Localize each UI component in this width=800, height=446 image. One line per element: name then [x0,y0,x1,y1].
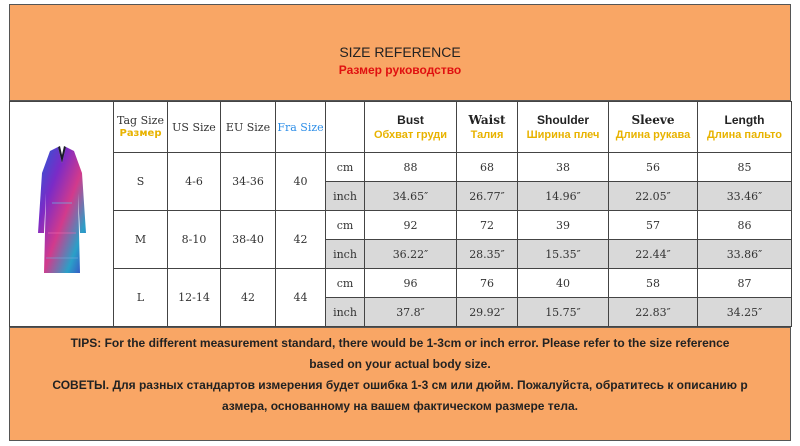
sleeve-cell: 22.83″ [609,298,698,327]
table-header-row [10,102,792,153]
length-cell: 33.46″ [698,182,792,211]
dress-product-image [32,133,92,293]
length-cell: 33.86″ [698,240,792,269]
fra-size-cell: 44 [276,269,326,327]
tag-size-cell: S [114,153,168,211]
length-cell: 85 [698,153,792,182]
unit-cell: cm [326,153,365,182]
bust-cell: 37.8″ [365,298,457,327]
col-unit [326,102,365,153]
page-title: SIZE REFERENCE [339,44,461,60]
col-bust [365,102,457,153]
us-size-cell: 12-14 [168,269,221,327]
col-waist-label-ru: Талия [470,128,504,141]
sleeve-cell: 58 [609,269,698,298]
length-cell: 86 [698,211,792,240]
size-chart-table [9,101,792,327]
col-us-size: US Size [168,102,221,153]
bust-cell: 92 [365,211,457,240]
col-waist-label: Waist [468,112,506,127]
sleeve-cell: 56 [609,153,698,182]
fra-size-cell: 40 [276,153,326,211]
sleeve-cell: 22.44″ [609,240,698,269]
col-shoulder-label: Shoulder [536,112,589,127]
tips-en-line-2: based on your actual body size. [309,357,491,371]
tips-en-line-1: TIPS: For the different measurement standard, there would be 1-3cm or inch error. Please refer to the size reference [70,336,730,350]
length-cell: 34.25″ [698,298,792,327]
col-fra-size-label: Fra Size [277,120,324,134]
eu-size-cell: 38-40 [221,211,276,269]
fra-size-cell: 42 [276,211,326,269]
col-shoulder [518,102,609,153]
waist-cell: 68 [457,153,518,182]
sleeve-cell: 22.05″ [609,182,698,211]
col-sleeve-label-ru: Длина рукава [615,128,691,141]
shoulder-cell: 14.96″ [518,182,609,211]
table-row [10,211,792,240]
bust-cell: 34.65″ [365,182,457,211]
col-sleeve-label: Sleeve [631,112,675,127]
col-length-label: Length [724,112,765,127]
us-size-cell: 4-6 [168,153,221,211]
eu-size-cell: 34-36 [221,153,276,211]
col-eu-size: EU Size [221,102,276,153]
tips-ru-line-1: СОВЕТЫ. Для разных стандартов измерения будет ошибка 1-3 см или дюйм. Пожалуйста, обратитесь к описанию р [52,378,748,392]
waist-cell: 76 [457,269,518,298]
waist-cell: 26.77″ [457,182,518,211]
product-photo-cell [10,102,114,327]
tips-banner [9,327,791,441]
bust-cell: 88 [365,153,457,182]
us-size-cell: 8-10 [168,211,221,269]
tag-size-cell: L [114,269,168,327]
col-tag-size-label: Tag Size [117,114,164,127]
shoulder-cell: 38 [518,153,609,182]
tag-size-cell: M [114,211,168,269]
col-length-label-ru: Длина пальто [707,128,782,141]
table-row [10,153,792,182]
col-length [698,102,792,153]
shoulder-cell: 15.35″ [518,240,609,269]
page-subtitle-ru: Размер руководство [338,63,462,77]
shoulder-cell: 15.75″ [518,298,609,327]
col-tag-size-label-ru: Размер [119,128,162,139]
shoulder-cell: 39 [518,211,609,240]
table-row [10,269,792,298]
col-tag-size [114,102,168,153]
size-reference-banner [9,4,791,101]
waist-cell: 28.35″ [457,240,518,269]
tips-ru-line-2: азмера, основанному на вашем фактическом размере тела. [221,399,578,413]
eu-size-cell: 42 [221,269,276,327]
unit-cell: inch [326,240,365,269]
bust-cell: 96 [365,269,457,298]
waist-cell: 72 [457,211,518,240]
col-waist [457,102,518,153]
waist-cell: 29.92″ [457,298,518,327]
unit-cell: inch [326,298,365,327]
sleeve-cell: 57 [609,211,698,240]
col-fra-size [276,102,326,153]
unit-cell: inch [326,182,365,211]
col-sleeve [609,102,698,153]
length-cell: 87 [698,269,792,298]
col-shoulder-label-ru: Ширина плеч [526,128,600,141]
shoulder-cell: 40 [518,269,609,298]
bust-cell: 36.22″ [365,240,457,269]
col-bust-label-ru: Обхват груди [373,128,448,141]
unit-cell: cm [326,269,365,298]
unit-cell: cm [326,211,365,240]
col-bust-label: Bust [397,112,424,127]
